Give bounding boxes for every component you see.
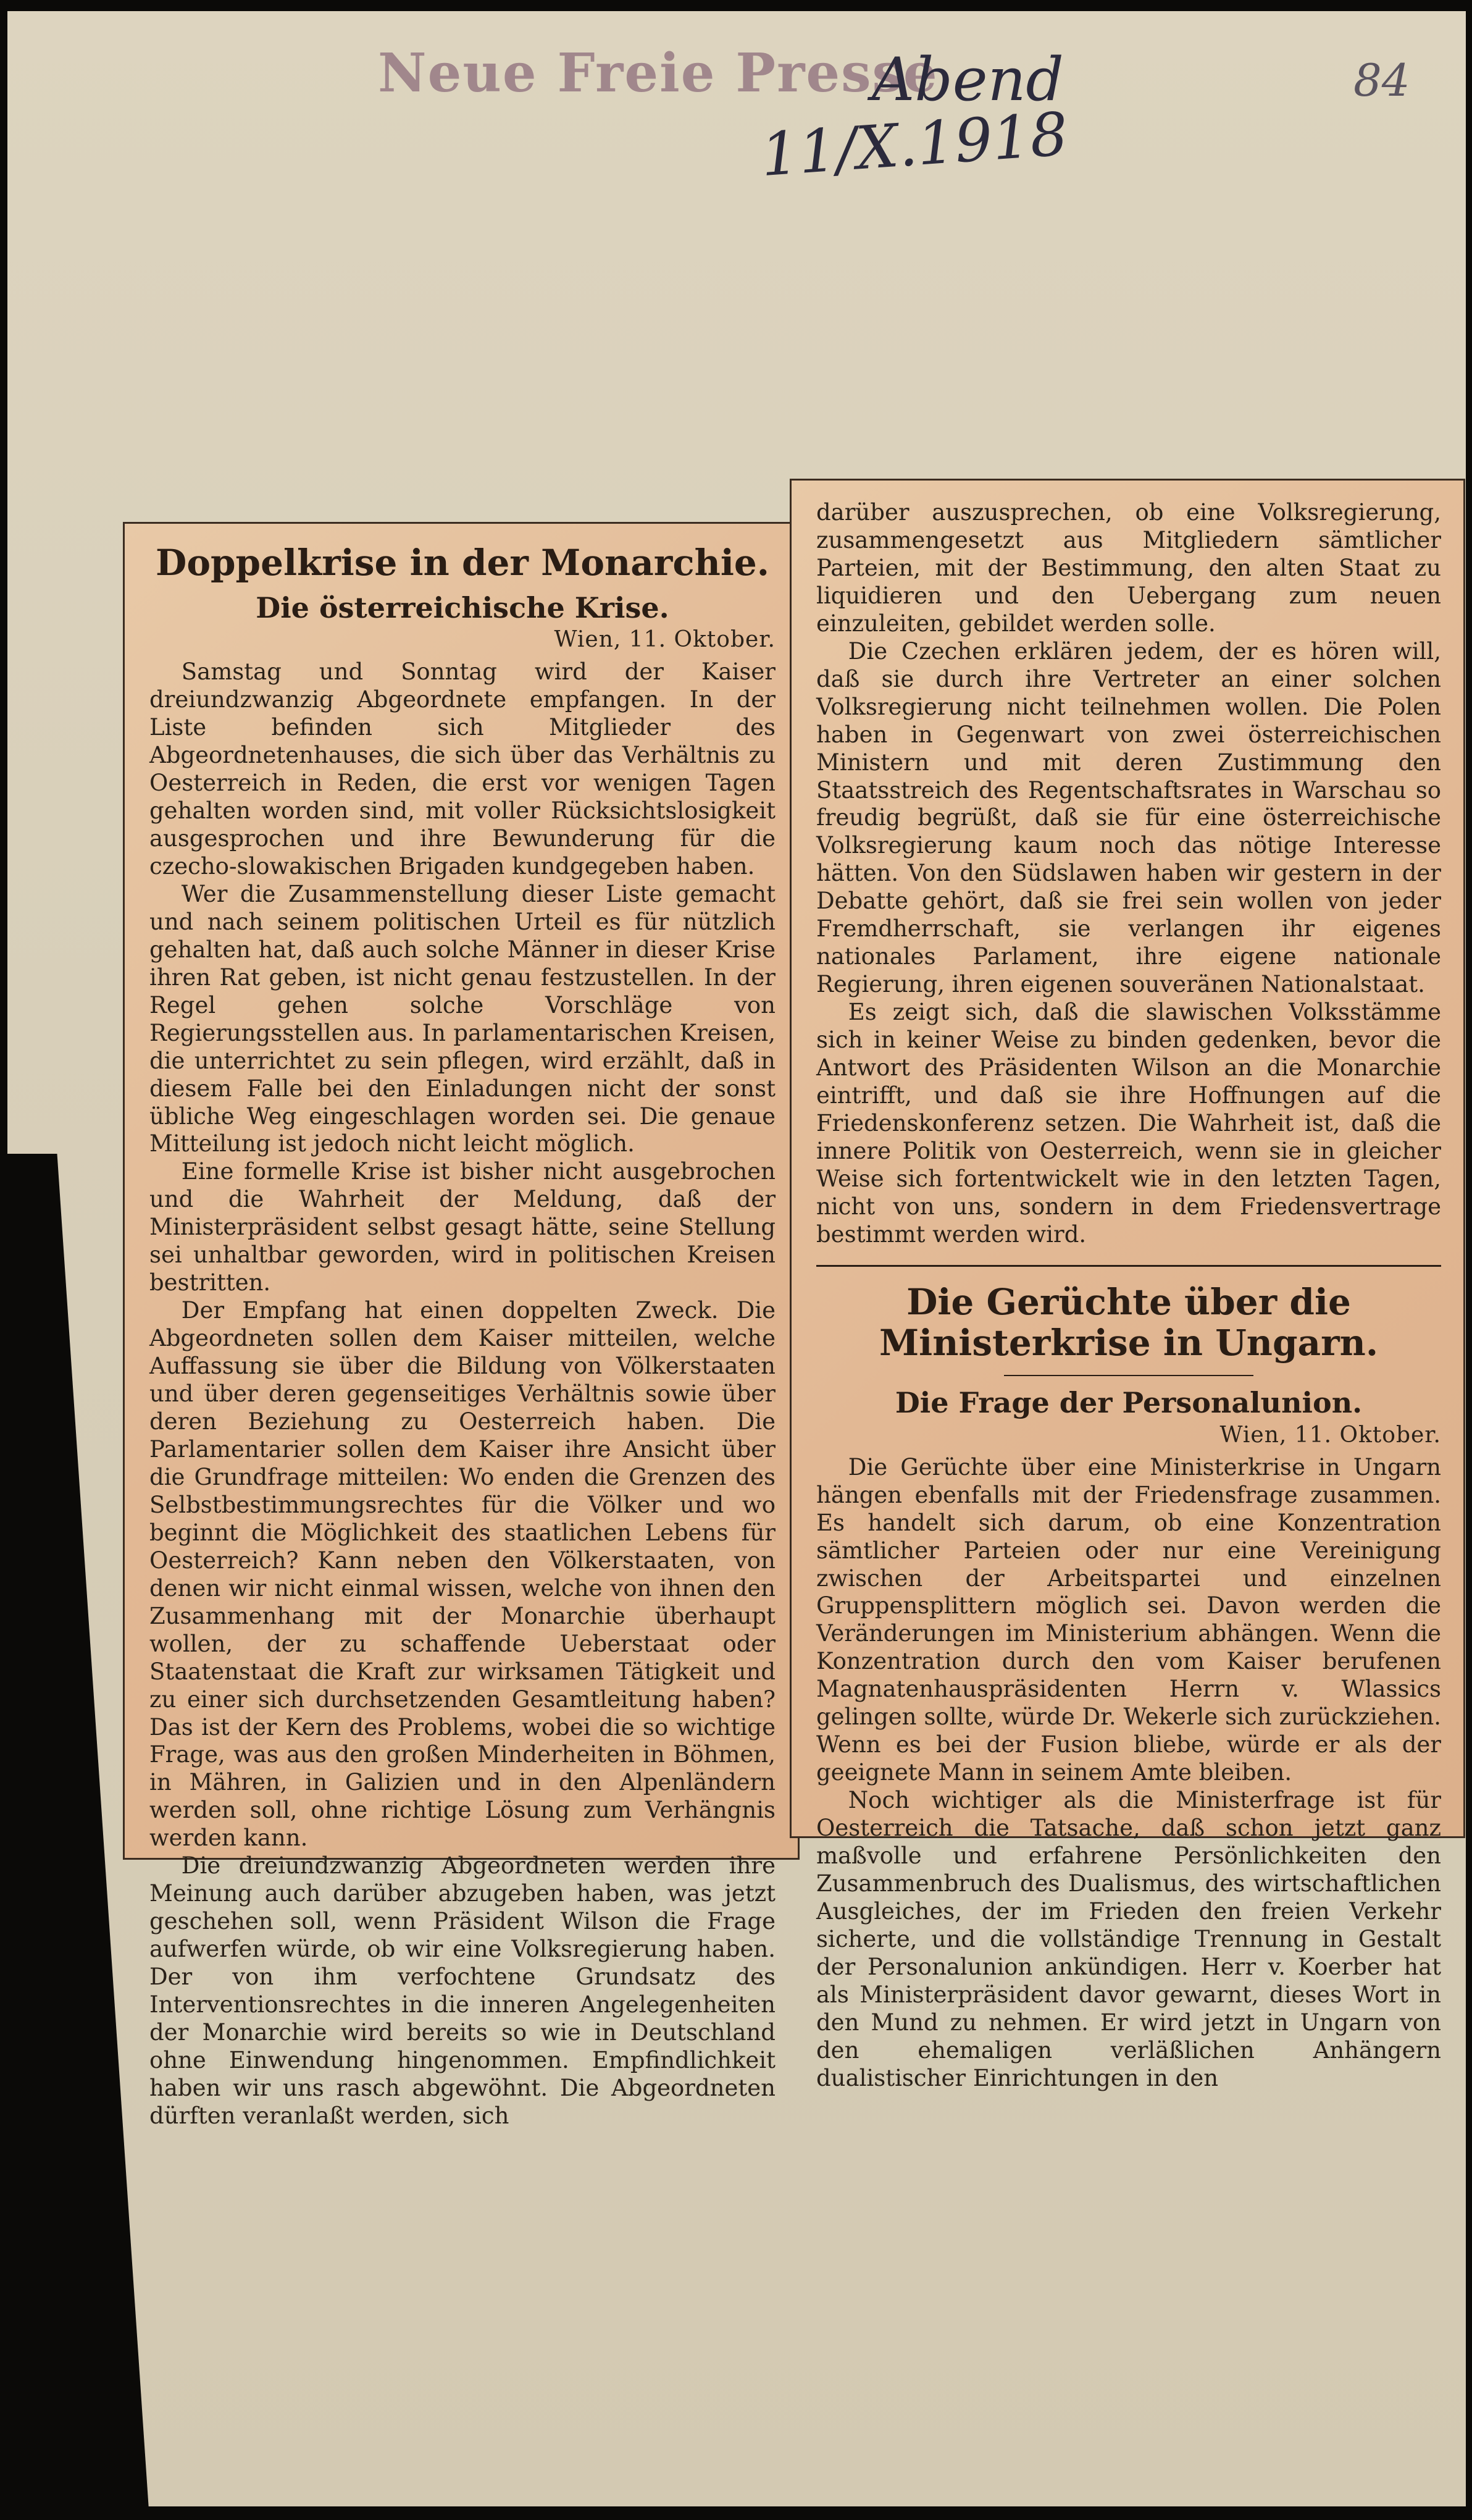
section-divider xyxy=(816,1265,1441,1267)
right-column-text xyxy=(816,499,1441,2091)
article-paragraph: Der Empfang hat einen doppelten Zweck. Die Abgeordneten sollen dem Kaiser mitteilen, welche Auffassung sie über die Bildung von Völkerstaaten und über deren gegenseitiges Verhältnis sowie über deren Beziehung zu Oesterreich haben. Die Parlamentarier sollen dem Kaiser ihre Ansicht über die Grundfrage mitteilen: Wo enden die Grenzen des Selbstbestimmungsrechtes für die Völker und wo beginnt die Möglichkeit des staatlichen Lebens für Oesterreich? Kann neben den Völkerstaaten, von denen wir nicht einmal wissen, welche von ihnen den Zusammenhang mit der Monarchie überhaupt wollen, der zu schaffende Ueberstaat oder Staatenstaat die Kraft zur wirksamen Tätigkeit und zu einer sich durchsetzenden Gesamtleitung haben? Das ist der Kern des Problems, wobei die so wichtige Frage, was aus den großen Minderheiten in Böhmen, in Mähren, in Galizien und in den Alpenländern werden soll, ohne richtige Lösung zum Verhängnis werden kann. xyxy=(149,1297,776,1852)
continuation-paragraph: Die Czechen erklären jedem, der es hören will, daß sie durch ihre Vertreter an einer solchen Volksregierung nicht teilnehmen wollen. Die Polen haben in Gegenwart von zwei österreichischen Ministern und mit deren Zustimmung den Staatsstreich des Regentschaftsrates in Warschau so freudig begrüßt, daß sie für eine österreichische Volksregierung kaum noch das nötige Interesse hätten. Von den Südslawen haben wir gestern in der Debatte gehört, daß sie frei sein wollen von jeder Fremdherrschaft, sie verlangen ihr eigenes nationales Parlament, ihre eigene nationale Regierung, ihren eigenen souveränen Nationalstaat. xyxy=(816,637,1441,998)
article-subhead: Die Frage der Personalunion. xyxy=(895,1386,1363,1420)
handwritten-date: 11/X.1918 xyxy=(758,99,1070,190)
page-number: 84 xyxy=(1353,54,1410,106)
left-column-text xyxy=(149,542,776,2129)
handwritten-edition: Abend xyxy=(872,45,1064,114)
article-dateline: Wien, 11. Oktober. xyxy=(1219,1422,1441,1448)
article-subhead: Die österreichische Krise. xyxy=(256,590,669,624)
article-headline: Die Gerüchte über die Ministerkrise in Ungarn. xyxy=(879,1280,1379,1364)
short-divider xyxy=(1004,1375,1254,1376)
article-paragraph: Samstag und Sonntag wird der Kaiser dreiundzwanzig Abgeordnete empfangen. In der Liste befinden sich Mitglieder des Abgeordnetenhauses, die sich über das Verhältnis zu Oesterreich in Reden, die erst vor wenigen Tagen gehalten worden sind, mit voller Rücksichtslosigkeit ausgesprochen und ihre Bewunderung für die czecho-slowakischen Brigaden kundgegeben haben. xyxy=(149,658,776,880)
article-dateline: Wien, 11. Oktober. xyxy=(554,627,776,653)
clipping-right-column xyxy=(792,481,1463,2091)
clipping-left-column xyxy=(125,524,798,2129)
archive-sheet xyxy=(7,11,1466,2506)
article-paragraph: Eine formelle Krise ist bisher nicht ausgebrochen und die Wahrheit der Meldung, daß der Ministerpräsident selbst gesagt hätte, seine Stellung sei unhaltbar geworden, wird in politischen Kreisen bestritten. xyxy=(149,1158,776,1296)
article-paragraph: Wer die Zusammenstellung dieser Liste gemacht und nach seinem politischen Urteil es für nützlich gehalten hat, daß auch solche Männer in dieser Krise ihren Rat geben, ist nicht genau festzustellen. In der Regel gehen solche Vorschläge von Regierungsstellen aus. In parlamentarischen Kreisen, die unterrichtet zu sein pflegen, wird erzählt, daß in diesem Falle bei den Einladungen nicht der sonst übliche Weg eingeschlagen worden sei. Die genaue Mitteilung ist jedoch nicht leicht möglich. xyxy=(149,880,776,1157)
newspaper-stamp: Neue Freie Presse xyxy=(378,42,939,104)
continuation-paragraph: Es zeigt sich, daß die slawischen Volksstämme sich in keiner Weise zu binden gedenken, bevor die Antwort des Präsidenten Wilson an die Monarchie eintrifft, und daß sie ihre Hoffnungen auf die Friedenskonferenz setzen. Die Wahrheit ist, daß die innere Politik von Oesterreich, wenn sie in gleicher Weise sich fortentwickelt wie in den letzten Tagen, nicht von uns, sondern in dem Friedensvertrage bestimmt werden wird. xyxy=(816,999,1441,1248)
article-paragraph: Noch wichtiger als die Ministerfrage ist für Oesterreich die Tatsache, daß schon jetzt ganz maßvolle und erfahrene Persönlichkeiten den Zusammenbruch des Dualismus, des wirtschaftlichen Ausgleiches, der im Frieden den freien Verkehr sicherte, und die vollständige Trennung in Gestalt der Personalunion ankündigen. Herr v. Koerber hat als Ministerpräsident davor gewarnt, dieses Wort in den Mund zu nehmen. Er wird jetzt in Ungarn von den ehemaligen verläßlichen Anhängern dualistischer Einrichtungen in den xyxy=(816,1787,1441,2091)
article-paragraph: Die Gerüchte über eine Ministerkrise in Ungarn hängen ebenfalls mit der Friedensfrage zusammen. Es handelt sich darum, ob eine Konzentration sämtlicher Parteien oder nur eine Vereinigung zwischen der Arbeitspartei und einzelnen Gruppensplittern möglich sei. Davon werden die Veränderungen im Ministerium abhängen. Wenn die Konzentration durch den vom Kaiser berufenen Magnatenhauspräsidenten Herrn v. Wlassics gelingen sollte, würde Dr. Wekerle sich zurückziehen. Wenn es bei der Fusion bliebe, würde er als der geeignete Mann in seinem Amte bleiben. xyxy=(816,1453,1441,1786)
article-headline: Doppelkrise in der Monarchie. xyxy=(156,542,769,584)
continuation-paragraph: darüber auszusprechen, ob eine Volksregierung, zusammengesetzt aus Mitgliedern sämtlicher Parteien, mit der Bestimmung, den alten Staat zu liquidieren und den Uebergang zum neuen einzuleiten, gebildet werden solle. xyxy=(816,499,1441,637)
article-paragraph: Die dreiundzwanzig Abgeordneten werden ihre Meinung auch darüber abzugeben haben, was jetzt geschehen soll, wenn Präsident Wilson die Frage aufwerfen würde, ob wir eine Volksregierung haben. Der von ihm verfochtene Grundsatz des Interventionsrechtes in die inneren Angelegenheiten der Monarchie wird bereits so wie in Deutschland ohne Einwendung hingenommen. Empfindlichkeit haben wir uns rasch abgewöhnt. Die Abgeordneten dürften veranlaßt werden, sich xyxy=(149,1852,776,2129)
